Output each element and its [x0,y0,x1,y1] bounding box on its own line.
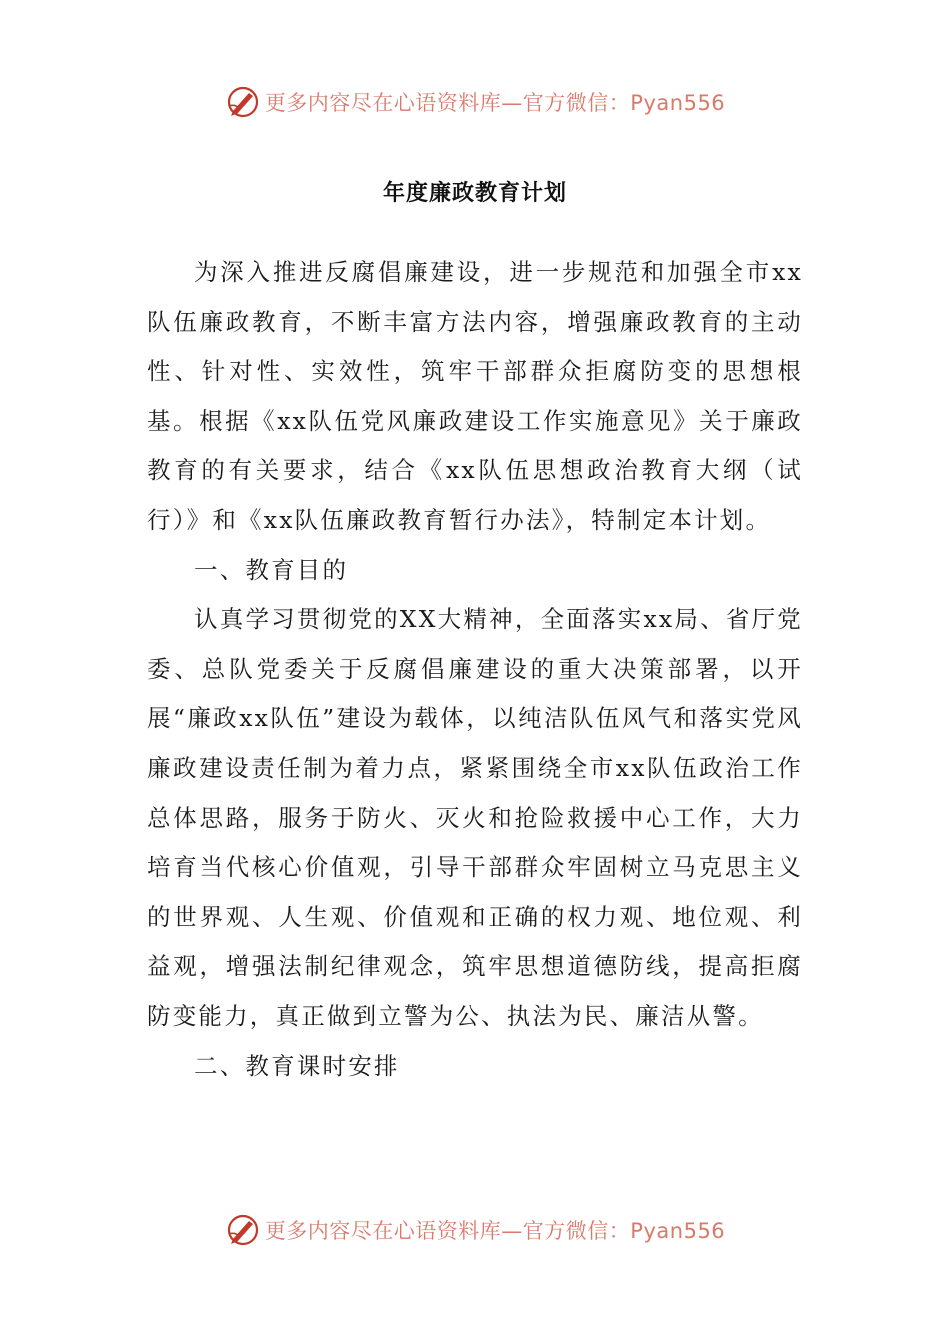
pen-logo-icon [225,84,261,120]
header-banner [0,80,950,124]
footer-banner-text: 更多内容尽在心语资料库—官方微信：Pyan556 [264,1219,726,1243]
intro-paragraph: 为深入推进反腐倡廉建设，进一步规范和加强全市xx队伍廉政教育，不断丰富方法内容，增强廉政教育的主动性、针对性、实效性，筑牢干部群众拒腐防变的思想根基。根据《xx队伍党风廉政建设工作实施意见》关于廉政教育的有关要求，结合《xx队伍思想政治教育大纲（试行）》和《xx队伍廉政教育暂行办法》，特制定本计划。 [147,258,803,534]
purpose-paragraph: 认真学习贯彻党的XX大精神，全面落实xx局、省厅党委、总队党委关于反腐倡廉建设的重大决策部署，以开展“廉政xx队伍”建设为载体，以纯洁队伍风气和落实党风廉政建设责任制为着力点，紧紧围绕全市xx队伍政治工作总体思路，服务于防火、灭火和抢险救援中心工作，大力培育当代核心价值观，引导干部群众牢固树立马克思主义的世界观、人生观、价值观和正确的权力观、地位观、利益观，增强法制纪律观念，筑牢思想道德防线，提高拒腐防变能力，真正做到立警为公、执法为民、廉洁从警。 [147,605,803,1030]
header-banner-text: 更多内容尽在心语资料库—官方微信：Pyan556 [264,91,726,115]
footer-banner [0,1208,950,1252]
section-heading-2: 二、教育课时安排 [194,1051,400,1080]
pen-logo-icon [225,1212,261,1248]
section-heading-1: 一、教育目的 [194,555,349,584]
document-body [147,248,803,1091]
document-title: 年度廉政教育计划 [382,181,567,206]
